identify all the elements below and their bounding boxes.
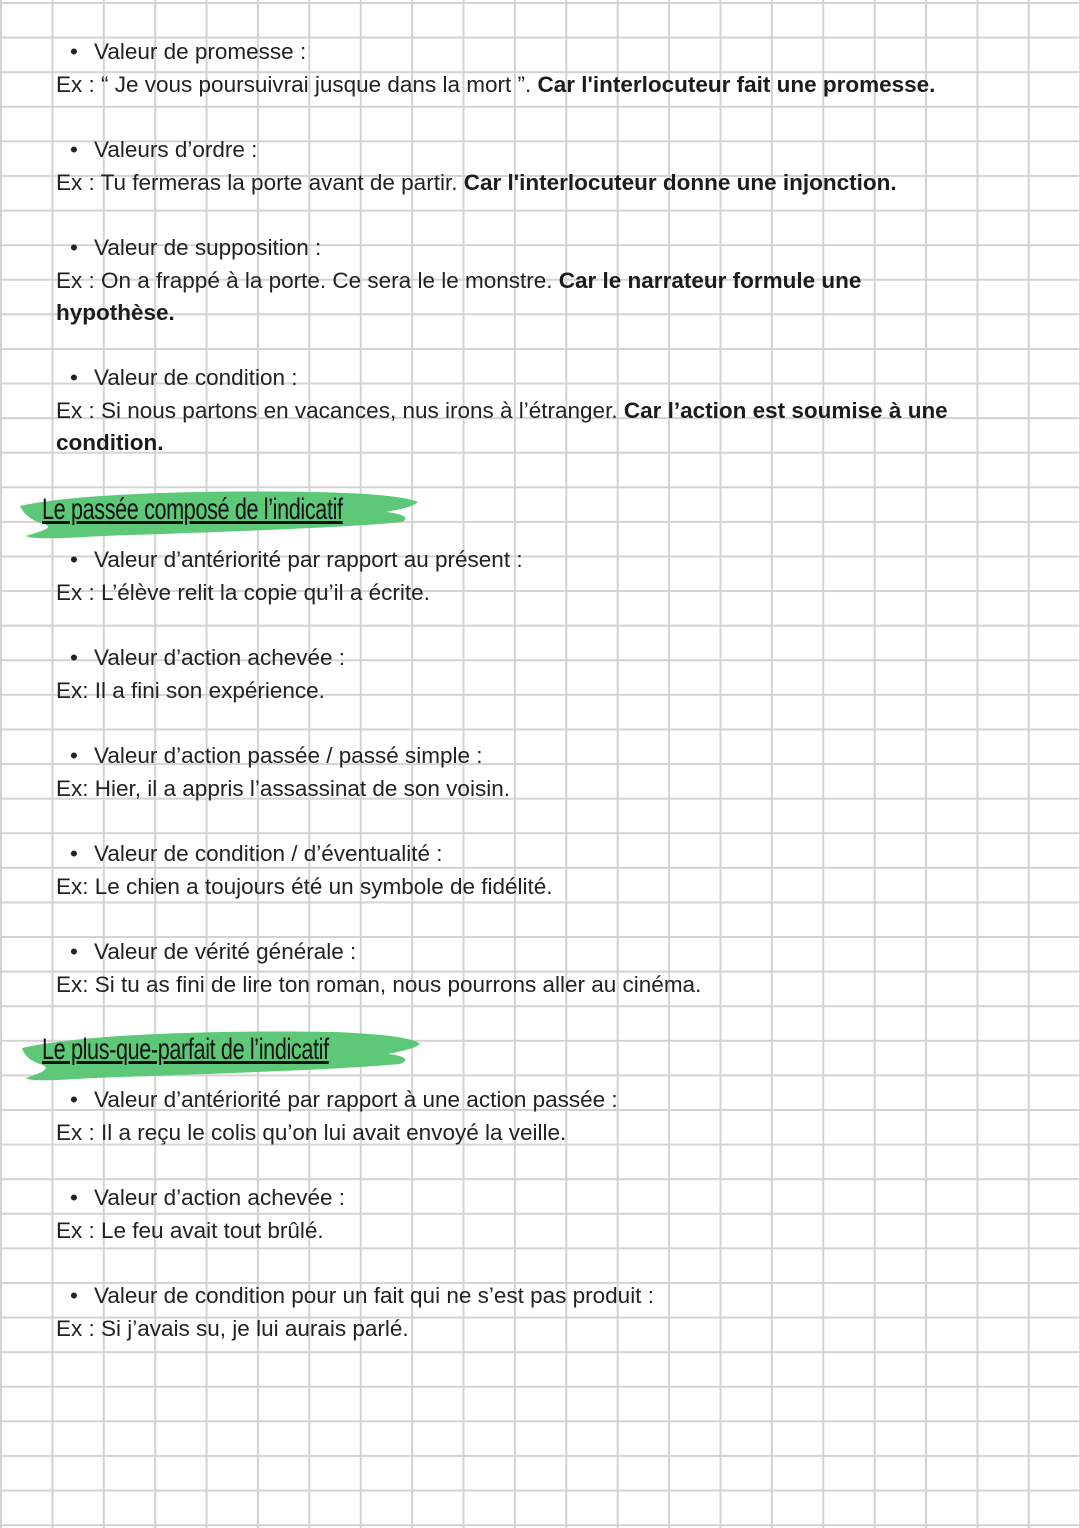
bullet: •: [70, 645, 78, 670]
item-label: Valeur de condition pour un fait qui ne s’est pas produit :: [94, 1283, 654, 1308]
item-label: Valeur de vérité générale :: [94, 939, 357, 964]
bullet: •: [70, 365, 78, 390]
bullet: •: [70, 1087, 78, 1112]
section-heading-plus-que-parfait: [14, 1024, 424, 1084]
item-label: Valeur d’antériorité par rapport au présent :: [94, 547, 523, 572]
pc-item-action-passee: [56, 740, 1046, 805]
item-label: Valeur de condition / d’éventualité :: [94, 841, 443, 866]
item-ordre: [56, 134, 1046, 199]
item-example: Ex : Le feu avait tout brûlé.: [56, 1217, 324, 1243]
item-example: Ex : “ Je vous poursuivrai jusque dans la mort ”.: [56, 71, 532, 97]
item-supposition: [56, 232, 1046, 330]
bullet: •: [70, 939, 78, 964]
item-label: Valeur de promesse :: [94, 39, 307, 64]
item-example: Ex: Le chien a toujours été un symbole de fidélité.: [56, 873, 553, 899]
bullet: •: [70, 547, 78, 572]
pqp-item-condition: [56, 1280, 1046, 1345]
item-explanation-cont: condition.: [56, 430, 164, 456]
pc-item-anteriorite: [56, 544, 1046, 609]
item-example: Ex : L’élève relit la copie qu’il a écrite.: [56, 579, 430, 605]
pqp-item-action-achevee: [56, 1182, 1046, 1247]
item-label: Valeur d’action achevée :: [94, 1185, 345, 1210]
bullet: •: [70, 743, 78, 768]
item-explanation: Car l’action est soumise à une: [623, 397, 948, 423]
item-explanation: Car l'interlocuteur donne une injonction.: [463, 169, 897, 195]
item-example: Ex : Tu fermeras la porte avant de partir.: [56, 169, 458, 195]
item-promesse: [56, 36, 1046, 101]
pc-item-action-achevee: [56, 642, 1046, 707]
item-example: Ex: Il a fini son expérience.: [56, 677, 325, 703]
pc-item-condition: [56, 838, 1046, 903]
item-example: Ex : On a frappé à la porte. Ce sera le le monstre.: [56, 267, 553, 293]
bullet: •: [70, 1185, 78, 1210]
item-example: Ex : Si nous partons en vacances, nus irons à l’étranger.: [56, 397, 618, 423]
item-explanation: Car l'interlocuteur fait une promesse.: [537, 71, 936, 97]
item-condition: [56, 362, 1046, 460]
item-label: Valeurs d’ordre :: [94, 137, 258, 162]
item-label: Valeur d’action achevée :: [94, 645, 345, 670]
bullet: •: [70, 841, 78, 866]
pc-item-verite-generale: [56, 936, 1046, 1001]
item-label: Valeur d’action passée / passé simple :: [94, 743, 483, 768]
item-explanation-cont: hypothèse.: [56, 300, 175, 326]
section-title: Le plus-que-parfait de l’indicatif: [42, 1033, 329, 1066]
item-example: Ex: Si tu as fini de lire ton roman, nous pourrons aller au cinéma.: [56, 971, 702, 997]
pqp-item-anteriorite: [56, 1084, 1046, 1149]
item-label: Valeur de supposition :: [94, 235, 322, 260]
item-explanation: Car le narrateur formule une: [558, 267, 862, 293]
section-heading-passe-compose: [14, 484, 424, 544]
bullet: •: [70, 235, 78, 260]
item-label: Valeur d’antériorité par rapport à une action passée :: [94, 1087, 618, 1112]
section-title: Le passée composé de l’indicatif: [42, 493, 343, 526]
item-example: Ex : Si j’avais su, je lui aurais parlé.: [56, 1315, 409, 1341]
bullet: •: [70, 39, 78, 64]
item-example: Ex: Hier, il a appris l’assassinat de son voisin.: [56, 775, 510, 801]
item-label: Valeur de condition :: [94, 365, 298, 390]
bullet: •: [70, 1283, 78, 1308]
item-example: Ex : Il a reçu le colis qu’on lui avait envoyé la veille.: [56, 1119, 567, 1145]
bullet: •: [70, 137, 78, 162]
